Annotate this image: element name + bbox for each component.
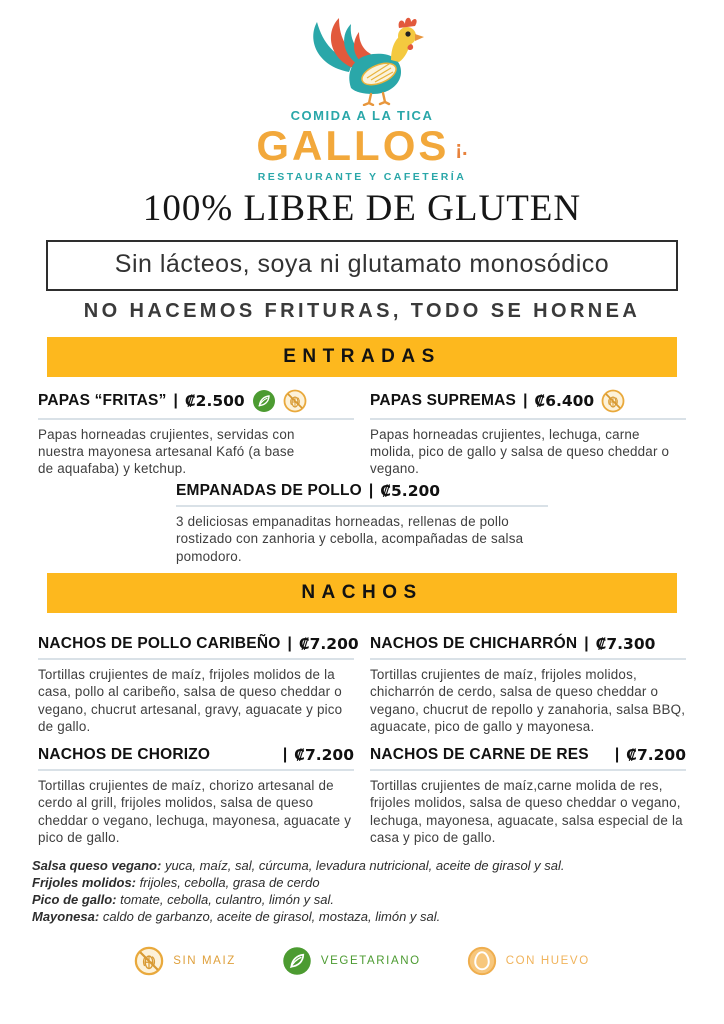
egg-icon xyxy=(467,946,497,976)
menu-item-nachos-chicharron xyxy=(370,635,686,736)
footnote-text: caldo de garbanzo, aceite de girasol, mostaza, limón y sal. xyxy=(99,909,441,925)
item-head xyxy=(370,635,686,660)
item-title: NACHOS DE CARNE DE RES xyxy=(370,745,589,763)
item-price: ₡7.200 xyxy=(626,745,686,764)
item-price: ₡5.200 xyxy=(380,481,441,500)
menu-item-nachos-pollo xyxy=(38,635,359,736)
item-title: NACHOS DE CHORIZO xyxy=(38,745,211,763)
item-title: PAPAS “FRITAS” xyxy=(38,391,167,409)
logo-tagline-top: COMIDA A LA TICA xyxy=(290,108,434,123)
brand-mark: ¡. xyxy=(455,138,468,160)
entradas-grid xyxy=(38,389,686,478)
legend-label: SIN MAIZ xyxy=(173,954,236,967)
footnote-text: yuca, maíz, sal, cúrcuma, levadura nutricional, aceite de girasol y sal. xyxy=(161,858,565,874)
dietary-note-box: Sin lácteos, soya ni glutamato monosódico xyxy=(46,240,678,291)
legend-label: VEGETARIANO xyxy=(320,954,421,967)
footnote-text: tomate, cebolla, culantro, limón y sal. xyxy=(116,892,335,908)
legend-item-con-huevo xyxy=(467,946,590,976)
title-price-divider: | xyxy=(523,391,528,409)
item-description: Papas horneadas crujientes, lechuga, carne molida, pico de gallo y salsa de queso cheddar o vegano. xyxy=(370,426,670,477)
item-head xyxy=(38,389,354,420)
footnote-line xyxy=(32,892,692,909)
footnote-line xyxy=(32,875,692,892)
footnote-label: Pico de gallo: xyxy=(32,892,117,908)
item-title: EMPANADAS DE POLLO xyxy=(176,481,362,499)
legend-item-sin-maiz xyxy=(134,946,236,976)
title-price-divider: | xyxy=(173,391,178,409)
item-price: ₡7.300 xyxy=(595,635,656,654)
title-price-divider: | xyxy=(282,745,288,763)
title-price-divider: | xyxy=(287,635,292,653)
footnote-line xyxy=(32,909,692,926)
rooster-logo-icon xyxy=(287,14,437,106)
item-head xyxy=(370,389,686,420)
item-description: Papas horneadas crujientes, servidas con nuestra mayonesa artesanal Kafó (a base de aquafaba) y ketchup. xyxy=(38,426,295,477)
item-price: ₡7.200 xyxy=(294,745,354,764)
brand-name: GALLOS xyxy=(256,122,450,169)
item-head xyxy=(370,746,686,771)
nachos-grid xyxy=(38,635,686,846)
menu-item-nachos-carne xyxy=(370,746,686,847)
footnote-label: Salsa queso vegano: xyxy=(32,858,162,874)
page-title: 100% LIBRE DE GLUTEN xyxy=(142,187,582,229)
title-price-divider: | xyxy=(368,481,374,499)
item-title: PAPAS SUPREMAS xyxy=(370,391,517,409)
item-price: ₡7.200 xyxy=(298,635,359,654)
item-description: Tortillas crujientes de maíz, chorizo artesanal de cerdo al grill, frijoles molidos, salsa de queso cheddar o vegano, lechuga, mayonesa, aguacate y pico de gallo. xyxy=(38,777,352,845)
section-banner-nachos: NACHOS xyxy=(47,573,677,613)
item-price: ₡6.400 xyxy=(534,391,595,410)
baking-note: NO HACEMOS FRITURAS, TODO SE HORNEA xyxy=(83,299,641,322)
dietary-legend xyxy=(0,946,724,976)
item-description: Tortillas crujientes de maíz, frijoles molidos de la casa, pollo al caribeño, salsa de queso cheddar o vegano, chucrut artesanal, gravy, aguacate y pico de gallo. xyxy=(38,667,343,735)
item-head xyxy=(38,746,354,771)
item-price: ₡2.500 xyxy=(184,391,245,410)
no-corn-icon xyxy=(283,389,307,413)
title-price-divider: | xyxy=(584,635,589,653)
item-title: NACHOS DE POLLO CARIBEÑO xyxy=(38,635,281,653)
footnote-text: frijoles, cebolla, grasa de cerdo xyxy=(136,875,320,891)
item-title: NACHOS DE CHICHARRÓN xyxy=(370,635,578,653)
menu-item-nachos-chorizo xyxy=(38,746,354,847)
menu-item-empanadas xyxy=(176,482,548,565)
item-head xyxy=(38,635,359,660)
footnote-label: Mayonesa: xyxy=(32,909,100,925)
section-banner-entradas: ENTRADAS xyxy=(47,337,677,377)
legend-item-vegetariano xyxy=(282,946,421,976)
menu-item-papas-fritas xyxy=(38,389,354,478)
title-price-divider: | xyxy=(614,745,620,763)
no-corn-icon xyxy=(134,946,164,976)
logo xyxy=(0,0,724,183)
item-description: Tortillas crujientes de maíz, frijoles molidos, chicharrón de cerdo, salsa de queso cheddar o vegano, chucrut de repollo y zanahoria, salsa BBQ, aguacate, pico de gallo y mayonesa. xyxy=(370,667,686,735)
no-corn-icon xyxy=(601,389,625,413)
legend-label: CON HUEVO xyxy=(505,954,590,967)
footnote-line xyxy=(32,858,692,875)
vegetarian-icon xyxy=(252,389,276,413)
logo-tagline-bottom: RESTAURANTE Y CAFETERÍA xyxy=(257,171,467,183)
footnote-label: Frijoles molidos: xyxy=(32,875,137,891)
item-description: Tortillas crujientes de maíz,carne molida de res, frijoles molidos, salsa de queso cheddar o vegano, lechuga, mayonesa, aguacate, salsa especial de la casa y pico de gallo. xyxy=(370,777,683,845)
vegetarian-icon xyxy=(282,946,312,976)
ingredient-footnotes xyxy=(32,858,692,926)
item-description: 3 deliciosas empanaditas horneadas, rellenas de pollo rostizado con zanhoria y cebolla, acompañadas de salsa pomodoro. xyxy=(176,513,524,564)
menu-item-papas-supremas xyxy=(370,389,686,478)
item-head xyxy=(176,482,548,507)
